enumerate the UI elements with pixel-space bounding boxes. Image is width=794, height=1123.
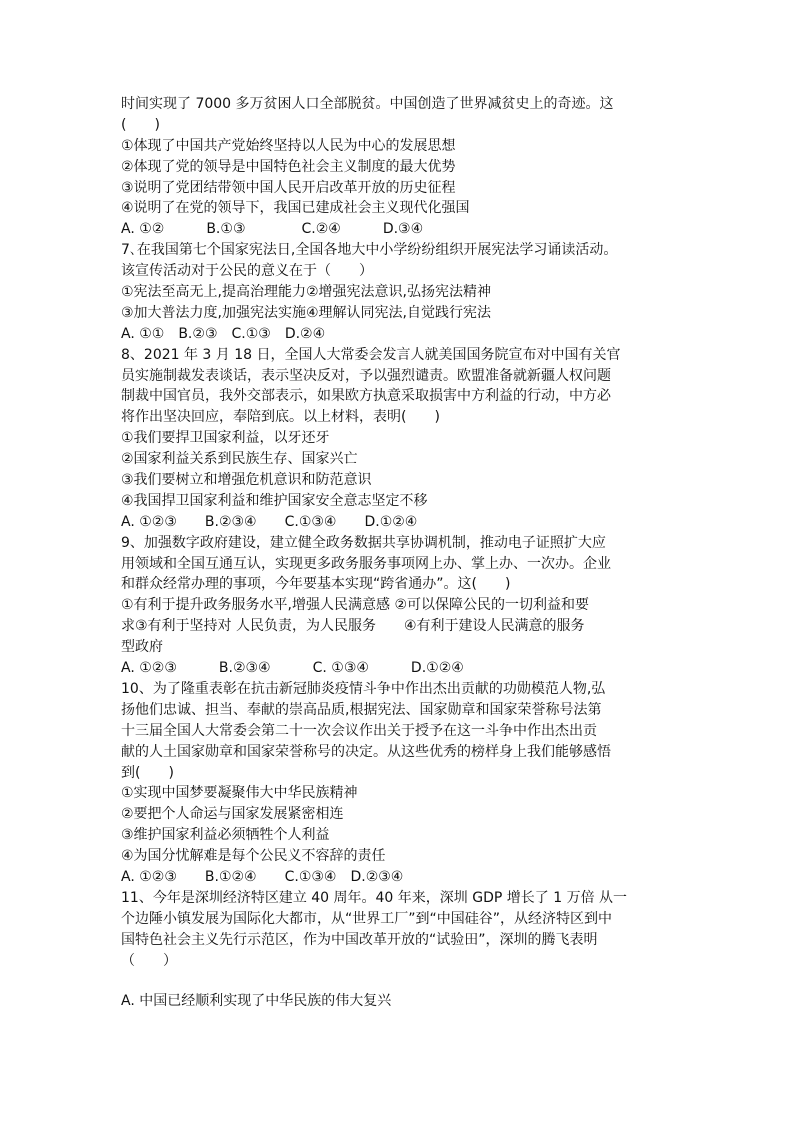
- answer-choices: A. ①②③ B.②③④ C.①③④ D.①②④: [121, 513, 418, 530]
- question-7-stem: 7､在我国第七个国家宪法日,全国各地大中小学纷纷组织开展宪法学习诵读活动。: [121, 242, 618, 259]
- question-8-stem: 员实施制裁发表谈话，表示坚决反对，予以强烈谴责。欧盟准备就新疆人权问题: [121, 367, 611, 384]
- question-10-stem: 到( ): [121, 764, 174, 781]
- option-line: ④说明了在党的领导下，我国已建成社会主义现代化强国: [121, 200, 470, 217]
- question-8-stem: 制裁中国官员，我外交部表示，如果欧方执意采取损害中方利益的行动，中方必: [121, 388, 611, 405]
- answer-choices: A. ①② B.①③ C.②④ D.③④: [121, 221, 424, 238]
- option-line: ③加大普法力度,加强宪法实施④理解认同宪法,自觉践行宪法: [121, 304, 492, 321]
- question-8-stem: 8、2021 年 3 月 18 日，全国人大常委会发言人就美国国务院宣布对中国有关官: [121, 346, 621, 363]
- question-9-stem: 和群众经常办理的事项，今年要基本实现“跨省通办”。这( ): [121, 576, 511, 593]
- option-line: A. 中国已经顺利实现了中华民族的伟大复兴: [121, 993, 392, 1010]
- option-line: ④我国捍卫国家利益和维护国家安全意志坚定不移: [121, 492, 428, 509]
- option-line: ②国家利益关系到民族生存、国家兴亡: [121, 451, 358, 468]
- question-10-stem: 献的人土国家勋章和国家荣誉称号的决定。从这些优秀的榜样身上我们能够感悟: [121, 743, 611, 760]
- option-line: 型政府: [121, 639, 163, 656]
- option-line: ②体现了党的领导是中国特色社会主义制度的最大优势: [121, 158, 456, 175]
- question-10-stem: 扬他们忠诚、担当、奉献的崇高品质,根据宪法、国家勋章和国家荣誉称号法第: [121, 701, 602, 718]
- option-line: ①实现中国梦要凝聚伟大中华民族精神: [121, 785, 358, 802]
- question-9-stem: 用领域和全国互通互认，实现更多政务服务事项网上办、掌上办、一次办。企业: [121, 555, 611, 572]
- option-line: ①我们要捍卫国家利益，以牙还牙: [121, 430, 330, 447]
- question-10-stem: 十三届全国人大常委会第二十一次会议作出关于授予在这一斗争中作出杰出贡: [121, 722, 597, 739]
- question-11-stem: 11、今年是深圳经济特区建立 40 周年。40 年来，深圳 GDP 增长了 1 万倍 从一: [121, 889, 628, 906]
- option-line: ③我们要树立和增强危机意识和防范意识: [121, 472, 372, 489]
- option-line: ②要把个人命运与国家发展紧密相连: [121, 806, 344, 823]
- option-line: ④为国分忧解难是每个公民义不容辞的责任: [121, 848, 386, 865]
- question-8-stem: 将作出坚决回应，奉陪到底。以上材料，表明( ): [121, 409, 440, 426]
- answer-choices: A. ①① B.②③ C.①③ D.②④: [121, 325, 326, 342]
- answer-bracket: ( ): [121, 116, 160, 133]
- answer-choices: A. ①②③ B.①②④ C.①③④ D.②③④: [121, 868, 404, 885]
- blank-gap: [121, 971, 681, 991]
- option-line: ①有利于提升政务服务水平,增强人民满意感 ②可以保障公民的一切利益和要: [121, 597, 590, 614]
- text-line: 时间实现了 7000 多万贫困人口全部脱贫。中国创造了世界减贫史上的奇迹。这: [121, 96, 614, 112]
- option-line: ③说明了党团结带领中国人民开启改革开放的历史征程: [121, 179, 456, 196]
- question-9-stem: 9、加强数字政府建设，建立健全政务数据共享协调机制，推动电子证照扩大应: [121, 534, 606, 551]
- option-line: ①宪法至高无上,提高治理能力②增强宪法意识,弘扬宪法精神: [121, 284, 492, 301]
- question-11-stem: （ ）: [121, 952, 177, 969]
- question-10-stem: 10、为了隆重表彰在抗击新冠肺炎疫情斗争中作出杰出贡献的功勋模范人物,弘: [121, 680, 606, 697]
- question-11-stem: 个边陲小镇发展为国际化大都市，从“世界工厂”到“中国硅谷”，从经济特区到中: [121, 910, 613, 927]
- question-11-stem: 国特色社会主义先行示范区，作为中国改革开放的“试验田”，深圳的腾飞表明: [121, 931, 598, 948]
- option-line: ③维护国家利益必须牺牲个人利益: [121, 827, 330, 844]
- option-line: 求③有利于坚持对 人民负责，为人民服务 ④有利于建设人民满意的服务: [121, 618, 585, 635]
- option-line: ①体现了中国共产党始终坚持以人民为中心的发展思想: [121, 137, 456, 154]
- answer-choices: A. ①②③ B.②③④ C. ①③④ D.①②④: [121, 660, 464, 677]
- document-page: [121, 94, 681, 1012]
- question-7-stem: 该宣传活动对于公民的意义在于（ ）: [121, 263, 373, 280]
